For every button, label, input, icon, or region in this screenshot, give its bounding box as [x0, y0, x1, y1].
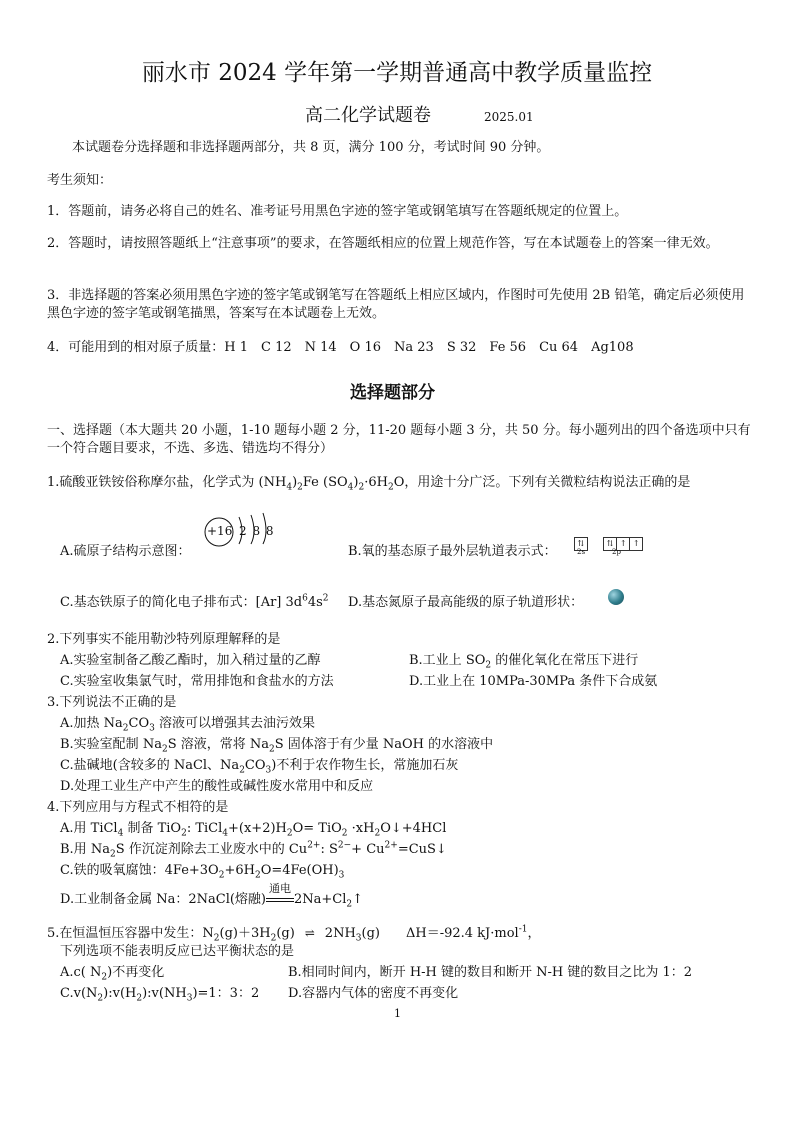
part1-instructions: 一、选择题（本大题共 20 小题，1-10 题每小题 2 分，11-20 题每小题 3 分，共 50 分。每小题列出的四个备选项中只有一个符合题目要求，不选、多选、错选均不得分） — [47, 423, 751, 456]
notice-4: 4．可能用到的相对原子质量：H 1 C 12 N 14 O 16 Na 23 S 32 Fe 56 Cu 64 Ag108 — [47, 340, 634, 355]
q4-option-a: A.用 TiCl$_4$ 制备 TiO$_2$: $TiCl_4+(x+2)H_2O= TiO_2$ $\cdot xH_2O↓+4HCl$ — [60, 821, 447, 839]
q4-stem: 4.下列应用与方程式不相符的是 — [47, 800, 229, 815]
orbital-box: ⇅ — [574, 537, 588, 551]
orbital-2p-label: 2p — [612, 548, 621, 556]
notice-title: 考生须知： — [47, 173, 113, 188]
q5-option-d: D.容器内气体的密度不再变化 — [288, 986, 459, 1001]
q5-option-c: $C.v(N_2):v(H_2):v(NH_3)=1$：3：2 — [60, 986, 260, 1004]
reaction-condition: 通电 — [269, 882, 291, 895]
q4-option-b: B.用 $Na_2S$ 作沉淀剂除去工业废水中的 $Cu^{2+}$: $S^{2-}+$ $Cu^{2+}=CuS↓$ — [60, 840, 447, 860]
q2-stem: 2.下列事实不能用勒沙特列原理解释的是 — [47, 632, 281, 647]
q2-option-c: C.实验室收集氯气时，常用排饱和食盐水的方法 — [60, 674, 334, 689]
q4-option-d: D.工业制备金属 Na：2NaCl(熔融) 通电 $2Na+Cl_2↑$ — [60, 882, 364, 910]
orbital-box: ↑ — [629, 537, 643, 551]
q5-option-a: A.c( $N_2$)不再变化 — [60, 965, 165, 983]
q3-stem: 3.下列说法不正确的是 — [47, 695, 177, 710]
sulfur-atom-diagram — [203, 511, 283, 547]
q3-option-c: C.盐碱地(含较多的 NaCl、$Na_2CO_3$)不利于农作物生长，常施加石灰 — [60, 758, 459, 776]
notice-1: 1．答题前，请务必将自己的姓名、准考证号用黑色字迹的签字笔或钢笔填写在答题纸规定的位置上。 — [47, 204, 628, 219]
q5-stem-2: 下列选项不能表明反应已达平衡状态的是 — [60, 944, 295, 959]
orbital-box: ↑ — [616, 537, 630, 551]
q3-option-d: D.处理工业生产中产生的酸性或碱性废水常用中和反应 — [60, 779, 374, 794]
page-title: 丽水市 2024 学年第一学期普通高中教学质量监控 — [141, 60, 653, 86]
equilibrium-arrow-icon: ⇌ — [304, 926, 315, 940]
q4-option-c: C.铁的吸氧腐蚀：$4Fe+3O_2+6H_2O=4Fe(OH)_3$ — [60, 863, 345, 881]
q2-option-d: D.工业上在 10MPa-30MPa 条件下合成氨 — [409, 674, 658, 689]
q1-option-b: B.氧的基态原子最外层轨道表示式： — [348, 544, 557, 559]
q3-option-b: B.实验室配制 $Na_2S$ 溶液，常将 $Na_2S$ 固体溶于有少量 NaOH 的水溶液中 — [60, 737, 494, 755]
section-title: 选择题部分 — [350, 383, 435, 403]
oxygen-orbital-diagram — [574, 533, 638, 559]
orbital-2s-label: 2s — [577, 548, 586, 556]
q1-stem: 1.硫酸亚铁铵俗称摩尔盐，化学式为 $(NH_4)_2Fe$ $(SO_4)_2\cdot 6H_2O$，用途十分广泛。下列有关微粒结构说法正确的是 — [47, 475, 691, 493]
page-subtitle: 高二化学试题卷 — [305, 105, 431, 126]
orbital-box: ⇅ — [603, 537, 617, 551]
q2-option-b: B.工业上 $SO_2$ 的催化氧化在常压下进行 — [409, 653, 639, 671]
q1-option-a: A.硫原子结构示意图： — [60, 544, 191, 559]
q5-stem: 5.在恒温恒压容器中发生：$N_2(g)+3H_2(g)$ ⇌ $2NH_3(g)$ ΔH＝-92.4 kJ·mol$^{-1}$， — [47, 924, 541, 944]
exam-date: 2025.01 — [484, 110, 534, 124]
page-number: 1 — [394, 1007, 401, 1020]
notice-3: 3．非选择题的答案必须用黑色字迹的签字笔或钢笔写在答题纸上相应区域内，作图时可先使用 2B 铅笔，确定后必须使用黑色字迹的签字笔或钢笔描黑，答案写在本试题卷上无效。 — [47, 288, 745, 321]
q3-option-a: A.加热 $Na_2CO_3$ 溶液可以增强其去油污效果 — [60, 716, 315, 734]
intro-text: 本试题卷分选择题和非选择题两部分，共 8 页，满分 100 分，考试时间 90 分钟。 — [72, 140, 550, 155]
electron-shells: 2 8 8 — [239, 524, 275, 538]
orbital-sphere-icon — [608, 589, 624, 605]
notice-2: 2．答题时，请按照答题纸上“注意事项”的要求，在答题纸相应的位置上规范作答，写在本试题卷上的答案一律无效。 — [47, 236, 719, 251]
nucleus-label: +16 — [207, 524, 233, 538]
q1-option-c: C.基态铁原子的简化电子排布式：[Ar] $3d^64s^2$ — [60, 593, 329, 610]
equals-sign — [266, 898, 294, 902]
q2-option-a: A.实验室制备乙酸乙酯时，加入稍过量的乙醇 — [60, 653, 321, 668]
q5-option-b: B.相同时间内，断开 H-H 键的数目和断开 N-H 键的数目之比为 1：2 — [288, 965, 693, 980]
q1-option-d: D.基态氮原子最高能级的原子轨道形状： — [348, 595, 584, 610]
